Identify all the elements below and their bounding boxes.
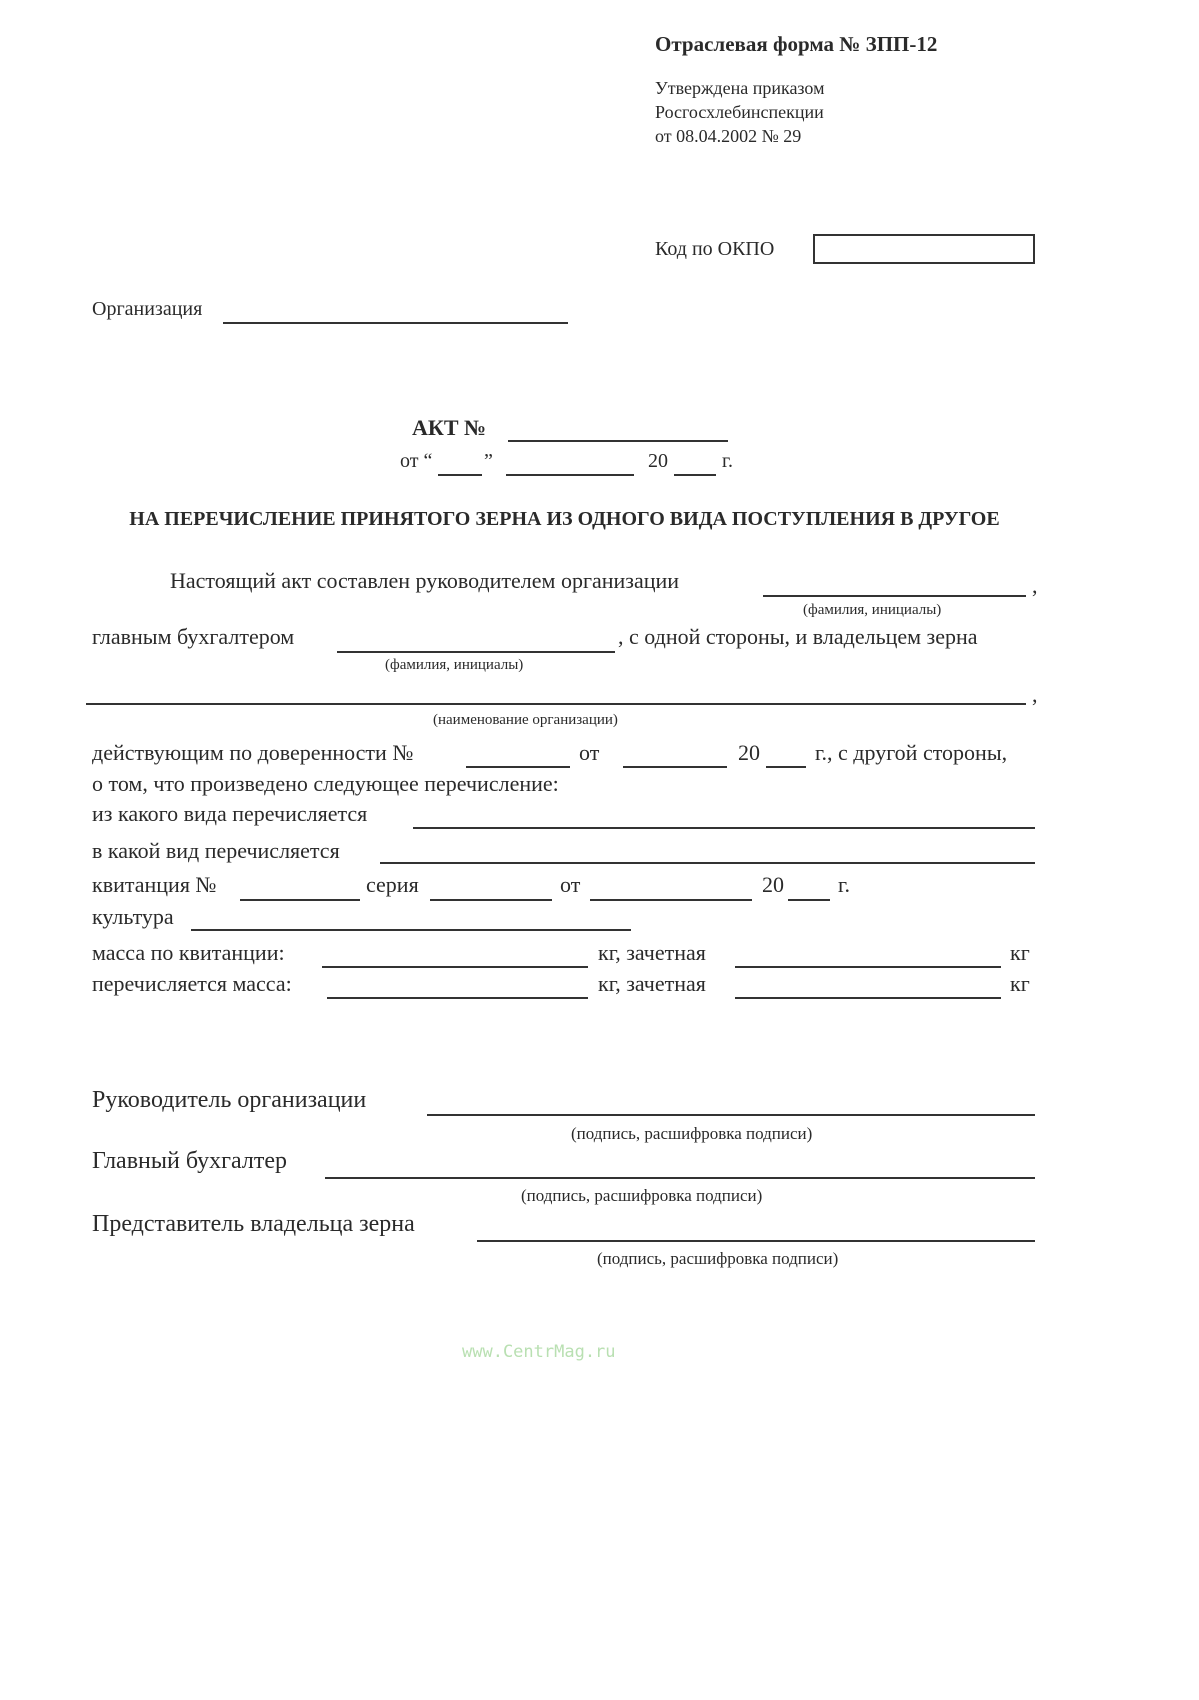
head-signature-field[interactable] (427, 1114, 1035, 1116)
to-kind-label: в какой вид перечисляется (92, 838, 340, 863)
chief-accountant-signature-field[interactable] (325, 1177, 1035, 1179)
p2-rest: , с одной стороны, и владельцем зерна (618, 624, 978, 649)
mass-receipt-label: масса по квитанции: (92, 940, 285, 965)
p3-comma: , (1032, 682, 1038, 707)
okpo-box[interactable] (813, 234, 1035, 264)
mass-transfer-field[interactable] (327, 997, 588, 999)
watermark: www.CentrMag.ru (462, 1342, 616, 1362)
mass-transfer-label: перечисляется масса: (92, 971, 292, 996)
approved-line-1: Утверждена приказом (655, 78, 825, 98)
mass-transfer-kg: кг (1010, 971, 1030, 996)
head-signature-label: Руководитель организации (92, 1087, 367, 1113)
act-year-suffix: г. (722, 450, 733, 472)
approved-line-3: от 08.04.2002 № 29 (655, 126, 802, 146)
chief-accountant-signature-label: Главный бухгалтер (92, 1148, 287, 1174)
document-title: НА ПЕРЕЧИСЛЕНИЕ ПРИНЯТОГО ЗЕРНА ИЗ ОДНОГО ВИДА ПОСТУПЛЕНИЯ В ДРУГОЕ (129, 508, 1000, 530)
act-number-field[interactable] (508, 440, 728, 442)
power-of-attorney-number-field[interactable] (466, 766, 570, 768)
mass-receipt-credit-field[interactable] (735, 966, 1001, 968)
act-number-label: АКТ № (412, 415, 487, 440)
power-of-attorney-year-field[interactable] (766, 766, 806, 768)
organization-field[interactable] (223, 322, 568, 324)
receipt-date-field[interactable] (590, 899, 752, 901)
receipt-year-field[interactable] (788, 899, 830, 901)
owner-rep-signature-field[interactable] (477, 1240, 1035, 1242)
p1-comma: , (1032, 573, 1038, 598)
mass-transfer-credit-field[interactable] (735, 997, 1001, 999)
receipt-series-field[interactable] (430, 899, 552, 901)
caption-fio: (фамилия, инициалы) (803, 602, 942, 618)
organization-label: Организация (92, 298, 203, 320)
culture-field[interactable] (191, 929, 631, 931)
p4-from: от (579, 740, 600, 765)
p1-text: Настоящий акт составлен руководителем организации (170, 568, 680, 593)
receipt-year: 20 (762, 872, 784, 897)
receipt-from: от (560, 872, 581, 897)
act-date-quote: ” (484, 450, 493, 472)
head-signature-caption: (подпись, расшифровка подписи) (571, 1124, 813, 1143)
owner-rep-signature-caption: (подпись, расшифровка подписи) (597, 1249, 839, 1268)
okpo-label: Код по ОКПО (655, 238, 775, 260)
from-kind-field[interactable] (413, 827, 1035, 829)
grain-owner-org-field[interactable] (86, 703, 1026, 705)
p4-year: 20 (738, 740, 760, 765)
act-day-field[interactable] (438, 474, 482, 476)
receipt-year-suffix: г. (838, 872, 851, 897)
mass-transfer-credit-label: кг, зачетная (598, 971, 706, 996)
mass-receipt-kg: кг (1010, 940, 1030, 965)
p2-label: главным бухгалтером (92, 624, 295, 649)
act-year-field[interactable] (674, 474, 716, 476)
p5-text: о том, что произведено следующее перечисление: (92, 771, 559, 796)
approved-line-2: Росгосхлебинспекции (655, 102, 824, 122)
receipt-number-field[interactable] (240, 899, 360, 901)
caption-fio-2: (фамилия, инициалы) (385, 657, 524, 673)
act-year-prefix: 20 (648, 450, 668, 472)
series-label: серия (366, 872, 419, 897)
caption-org-name: (наименование организации) (433, 712, 618, 728)
owner-rep-signature-label: Представитель владельца зерна (92, 1211, 415, 1237)
form-title: Отраслевая форма № ЗПП-12 (655, 32, 938, 56)
chief-accountant-signature-caption: (подпись, расшифровка подписи) (521, 1186, 763, 1205)
act-date-from: от “ (400, 450, 433, 472)
act-month-field[interactable] (506, 474, 634, 476)
p4-rest: г., с другой стороны, (815, 740, 1008, 765)
receipt-label: квитанция № (92, 872, 217, 897)
mass-receipt-field[interactable] (322, 966, 588, 968)
mass-receipt-credit-label: кг, зачетная (598, 940, 706, 965)
to-kind-field[interactable] (380, 862, 1035, 864)
from-kind-label: из какого вида перечисляется (92, 801, 368, 826)
chief-accountant-name-field[interactable] (337, 651, 615, 653)
head-name-field[interactable] (763, 595, 1026, 597)
power-of-attorney-date-field[interactable] (623, 766, 727, 768)
p4-label: действующим по доверенности № (92, 740, 414, 765)
culture-label: культура (92, 904, 174, 929)
